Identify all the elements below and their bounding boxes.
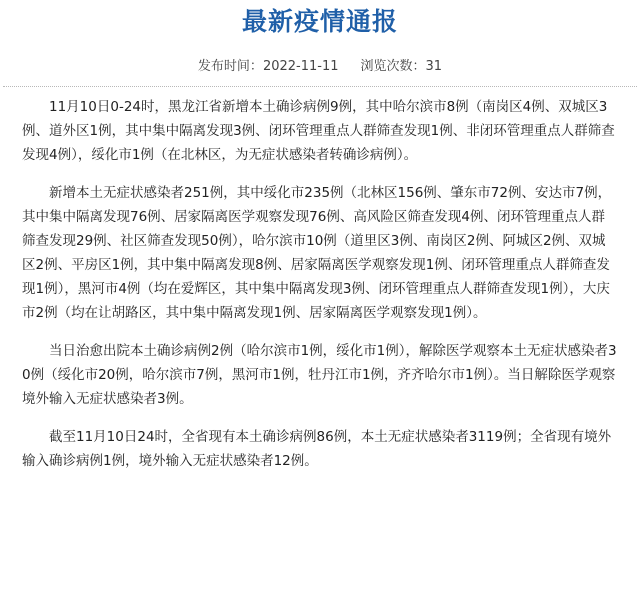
paragraph-new-confirmed: 11月10日0-24时，黑龙江省新增本土确诊病例9例，其中哈尔滨市8例（南岗区4例、双城区3例、道外区1例，其中集中隔离发现3例、闭环管理重点人群筛查发现1例、非闭环管理重点人群筛查发现4例），绥化市1例（在北林区，为无症状感染者转确诊病例）。 — [22, 99, 615, 163]
article-header — [0, 0, 640, 86]
views-count: 31 — [425, 59, 443, 74]
publish-date: 2022-11-11 — [262, 59, 339, 74]
paragraph-new-asymptomatic: 新增本土无症状感染者251例，其中绥化市235例（北林区156例、肇东市72例、安达市7例，其中集中隔离发现76例、居家隔离医学观察发现76例、高风险区筛查发现4例、闭环管理重点人群筛查发现29例、社区筛查发现50例），哈尔滨市10例（道里区3例、南岗区2例、阿城区2例、双城区2例、平房区1例，其中集中隔离发现8例、居家隔离医学观察发现1例、闭环管理重点人群筛查发现1例），黑河市4例（均在爱辉区，其中集中隔离发现3例、闭环管理重点人群筛查发现1例），大庆市2例（均在让胡路区，其中集中隔离发现1例、居家隔离医学观察发现1例）。 — [22, 185, 612, 321]
views-label: 浏览次数： — [360, 59, 426, 74]
paragraph-current-totals: 截至11月10日24时，全省现有本土确诊病例86例，本土无症状感染者3119例；全省现有境外输入确诊病例1例，境外输入无症状感染者12例。 — [22, 429, 612, 469]
article-meta — [0, 57, 640, 77]
publish-label: 发布时间： — [197, 59, 263, 74]
header-divider — [3, 86, 637, 87]
article-body — [22, 95, 618, 487]
paragraph-recovered: 当日治愈出院本土确诊病例2例（哈尔滨市1例，绥化市1例），解除医学观察本土无症状感染者30例（绥化市20例，哈尔滨市7例，黑河市1例，牡丹江市1例，齐齐哈尔市1例）。当日解除医学观察境外输入无症状感染者3例。 — [22, 343, 617, 407]
page-title: 最新疫情通报 — [241, 7, 398, 36]
